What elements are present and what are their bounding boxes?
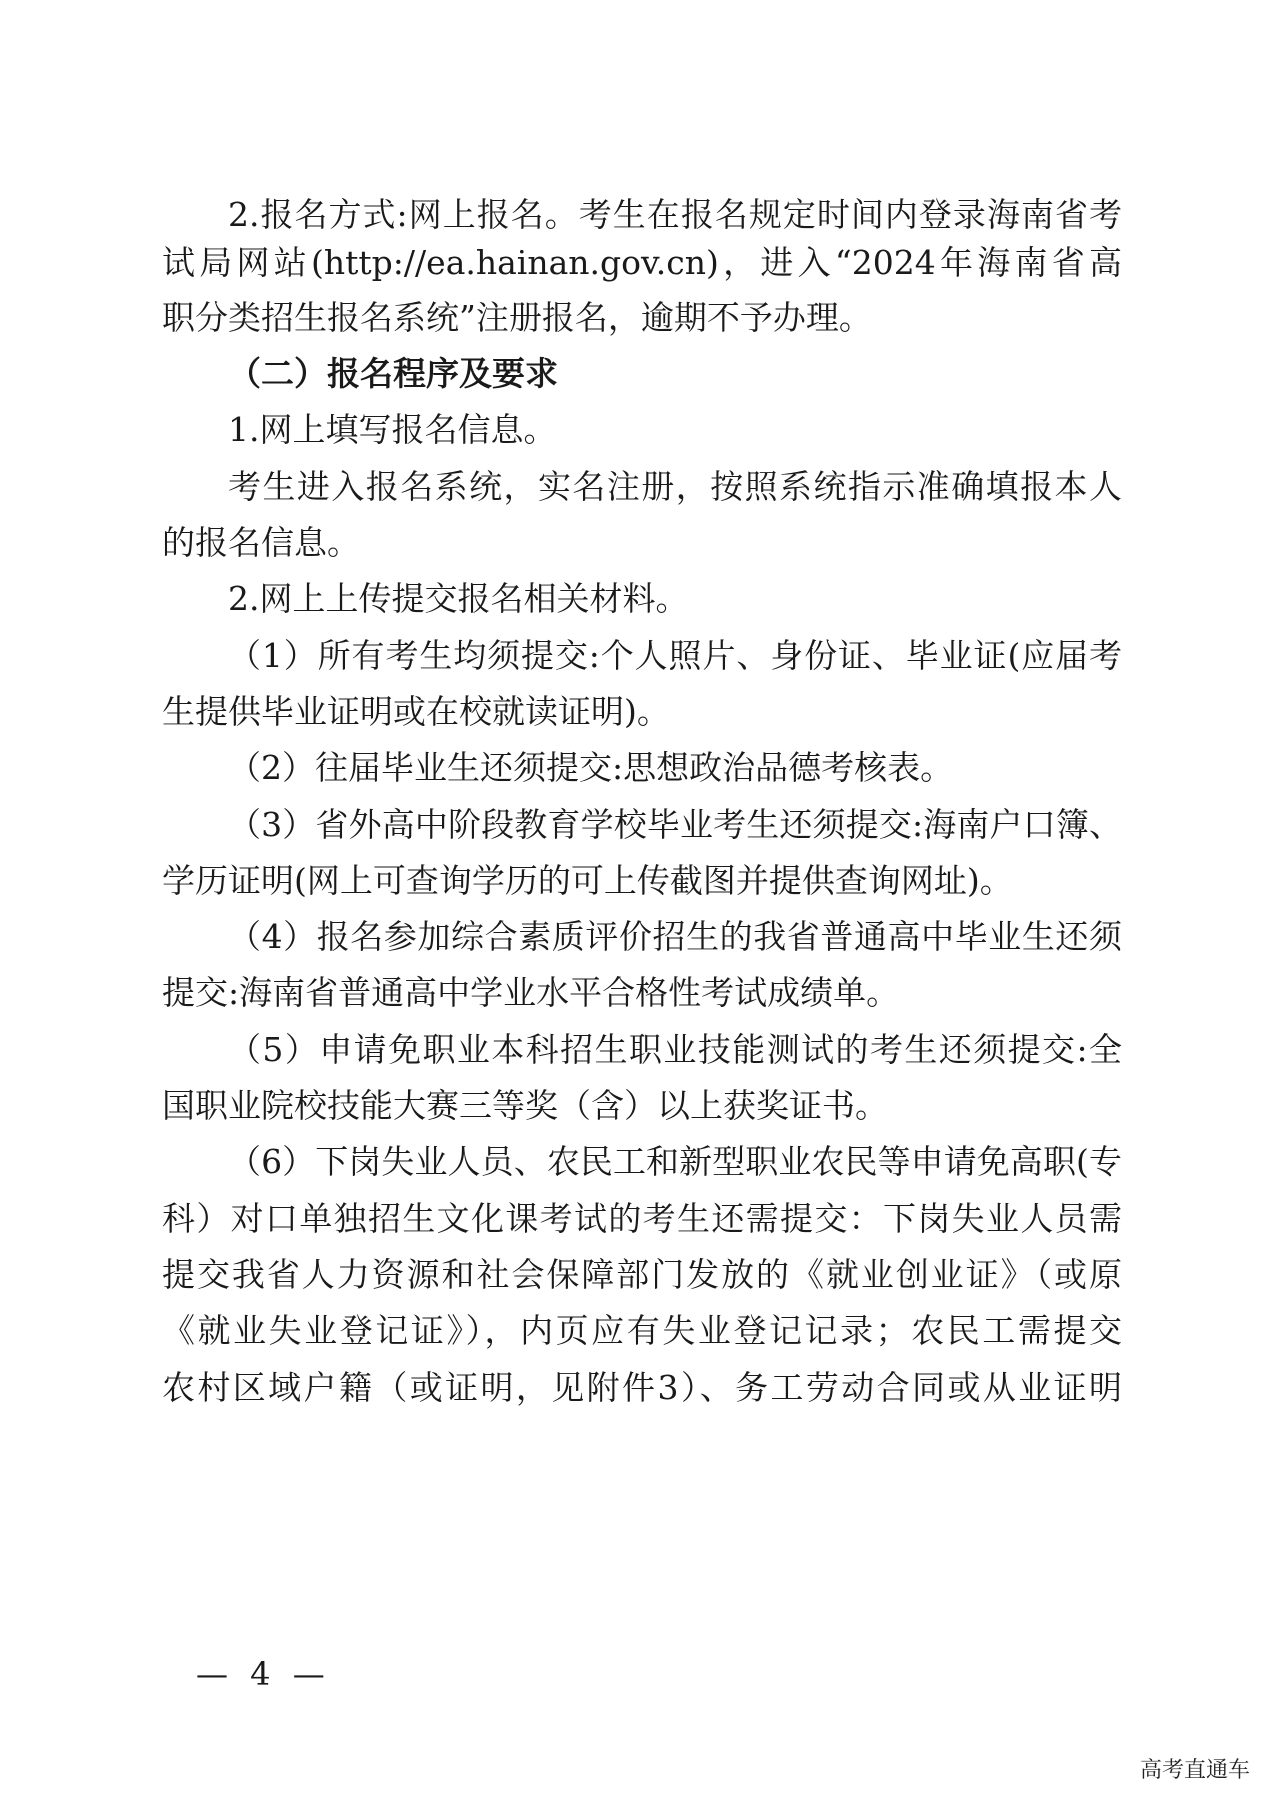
section-heading-registration-procedure: （二）报名程序及要求	[228, 354, 558, 393]
item-4-line-2: 提交:海南省普通高中学业水平合格性考试成绩单。	[162, 973, 900, 1012]
paragraph-registration-method-line-3: 职分类招生报名系统”注册报名，逾期不予办理。	[162, 298, 872, 337]
item-5-line-1: （5）申请免职业本科招生职业技能测试的考生还须提交:全	[228, 1030, 1122, 1069]
item-3-line-2: 学历证明(网上可查询学历的可上传截图并提供查询网址)。	[162, 861, 1013, 900]
item-6-line-2: 科）对口单独招生文化课考试的考生还需提交：下岗失业人员需	[162, 1199, 1122, 1238]
paragraph-registration-method-line-1: 2.报名方式:网上报名。考生在报名规定时间内登录海南省考	[228, 195, 1122, 234]
item-1-line-2: 生提供毕业证明或在校就读证明)。	[162, 692, 670, 731]
item-4-line-1: （4）报名参加综合素质评价招生的我省普通高中毕业生还须	[228, 917, 1122, 956]
step-1-paragraph-line-1: 考生进入报名系统，实名注册，按照系统指示准确填报本人	[228, 467, 1122, 506]
item-1-line-1: （1）所有考生均须提交:个人照片、身份证、毕业证(应届考	[228, 636, 1122, 675]
item-6-line-5: 农村区域户籍（或证明，见附件3）、务工劳动合同或从业证明	[162, 1368, 1122, 1407]
watermark-label: 高考直通车	[1139, 1758, 1250, 1783]
item-3-line-1: （3）省外高中阶段教育学校毕业考生还须提交:海南户口簿、	[228, 805, 1122, 844]
paragraph-registration-method-line-2: 试局网站(http://ea.hainan.gov.cn)，进入“2024年海南省高	[162, 243, 1122, 282]
step-1-heading: 1.网上填写报名信息。	[228, 410, 557, 449]
item-2-line-1: （2）往届毕业生还须提交:思想政治品德考核表。	[228, 748, 954, 787]
page-number: — 4 —	[196, 1655, 331, 1693]
step-1-paragraph-line-2: 的报名信息。	[162, 523, 360, 562]
step-2-heading: 2.网上上传提交报名相关材料。	[228, 579, 689, 618]
item-6-line-4: 《就业失业登记证》），内页应有失业登记记录；农民工需提交	[162, 1311, 1122, 1350]
item-5-line-2: 国职业院校技能大赛三等奖（含）以上获奖证书。	[162, 1086, 888, 1125]
item-6-line-3: 提交我省人力资源和社会保障部门发放的《就业创业证》（或原	[162, 1255, 1122, 1294]
item-6-line-1: （6）下岗失业人员、农民工和新型职业农民等申请免高职(专	[228, 1142, 1122, 1181]
